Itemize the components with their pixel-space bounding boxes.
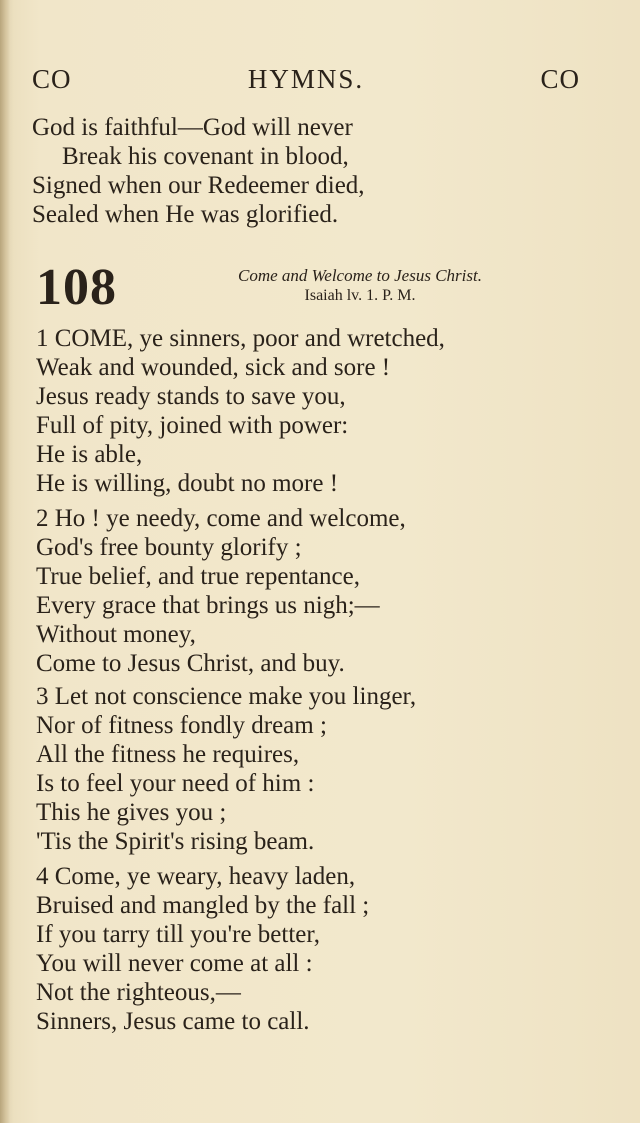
verse-line: Full of pity, joined with power: <box>36 412 349 439</box>
hymn-title: Come and Welcome to Jesus Christ. <box>238 266 482 285</box>
verse-line: Every grace that brings us nigh;— <box>36 592 380 619</box>
verse-line: 2 Ho ! ye needy, come and welcome, <box>36 505 406 532</box>
verse-2 <box>36 504 406 678</box>
verse-line: If you tarry till you're better, <box>36 921 320 948</box>
verse-line: Sinners, Jesus came to call. <box>36 1008 310 1035</box>
verse-line: He is able, <box>36 441 143 468</box>
verse-line: 'Tis the Spirit's rising beam. <box>36 828 315 855</box>
verse-line: He is willing, doubt no more ! <box>36 470 339 497</box>
verse-line: Jesus ready stands to save you, <box>36 383 346 410</box>
verse-4 <box>36 862 369 1036</box>
stanza-line: Signed when our Redeemer died, <box>32 172 365 199</box>
verse-line: Not the righteous,— <box>36 979 241 1006</box>
verse-line: Come to Jesus Christ, and buy. <box>36 650 345 677</box>
verse-line: True belief, and true repentance, <box>36 563 360 590</box>
hymn-scripture-reference: Isaiah lv. 1. P. M. <box>304 287 416 304</box>
binding-edge <box>0 0 10 1123</box>
verse-line: 4 Come, ye weary, heavy laden, <box>36 863 356 890</box>
verse-line: Weak and wounded, sick and sore ! <box>36 354 391 381</box>
verse-line: Bruised and mangled by the fall ; <box>36 892 370 919</box>
verse-line: You will never come at all : <box>36 950 313 977</box>
verse-line: 3 Let not conscience make you linger, <box>36 683 417 710</box>
hymn-number: 108 <box>36 259 117 316</box>
running-header <box>32 64 580 104</box>
verse-line: Nor of fitness fondly dream ; <box>36 712 327 739</box>
stanza-line: Sealed when He was glorified. <box>32 201 339 228</box>
header-left-catchword: CO <box>32 64 72 94</box>
header-title: HYMNS. <box>247 64 365 94</box>
stanza-line: God is faithful—God will never <box>32 114 353 141</box>
verse-3 <box>36 682 416 856</box>
verse-line: 1 COME, ye sinners, poor and wretched, <box>36 325 445 352</box>
verse-line: Without money, <box>36 621 196 648</box>
verse-line: Is to feel your need of him : <box>36 770 315 797</box>
stanza-line: Break his covenant in blood, <box>62 143 349 170</box>
previous-hymn-stanza <box>32 113 365 229</box>
verse-1 <box>36 324 445 498</box>
verse-line: God's free bounty glorify ; <box>36 534 302 561</box>
header-right-catchword: CO <box>540 64 580 94</box>
verse-line: All the fitness he requires, <box>36 741 300 768</box>
verse-line: This he gives you ; <box>36 799 227 826</box>
